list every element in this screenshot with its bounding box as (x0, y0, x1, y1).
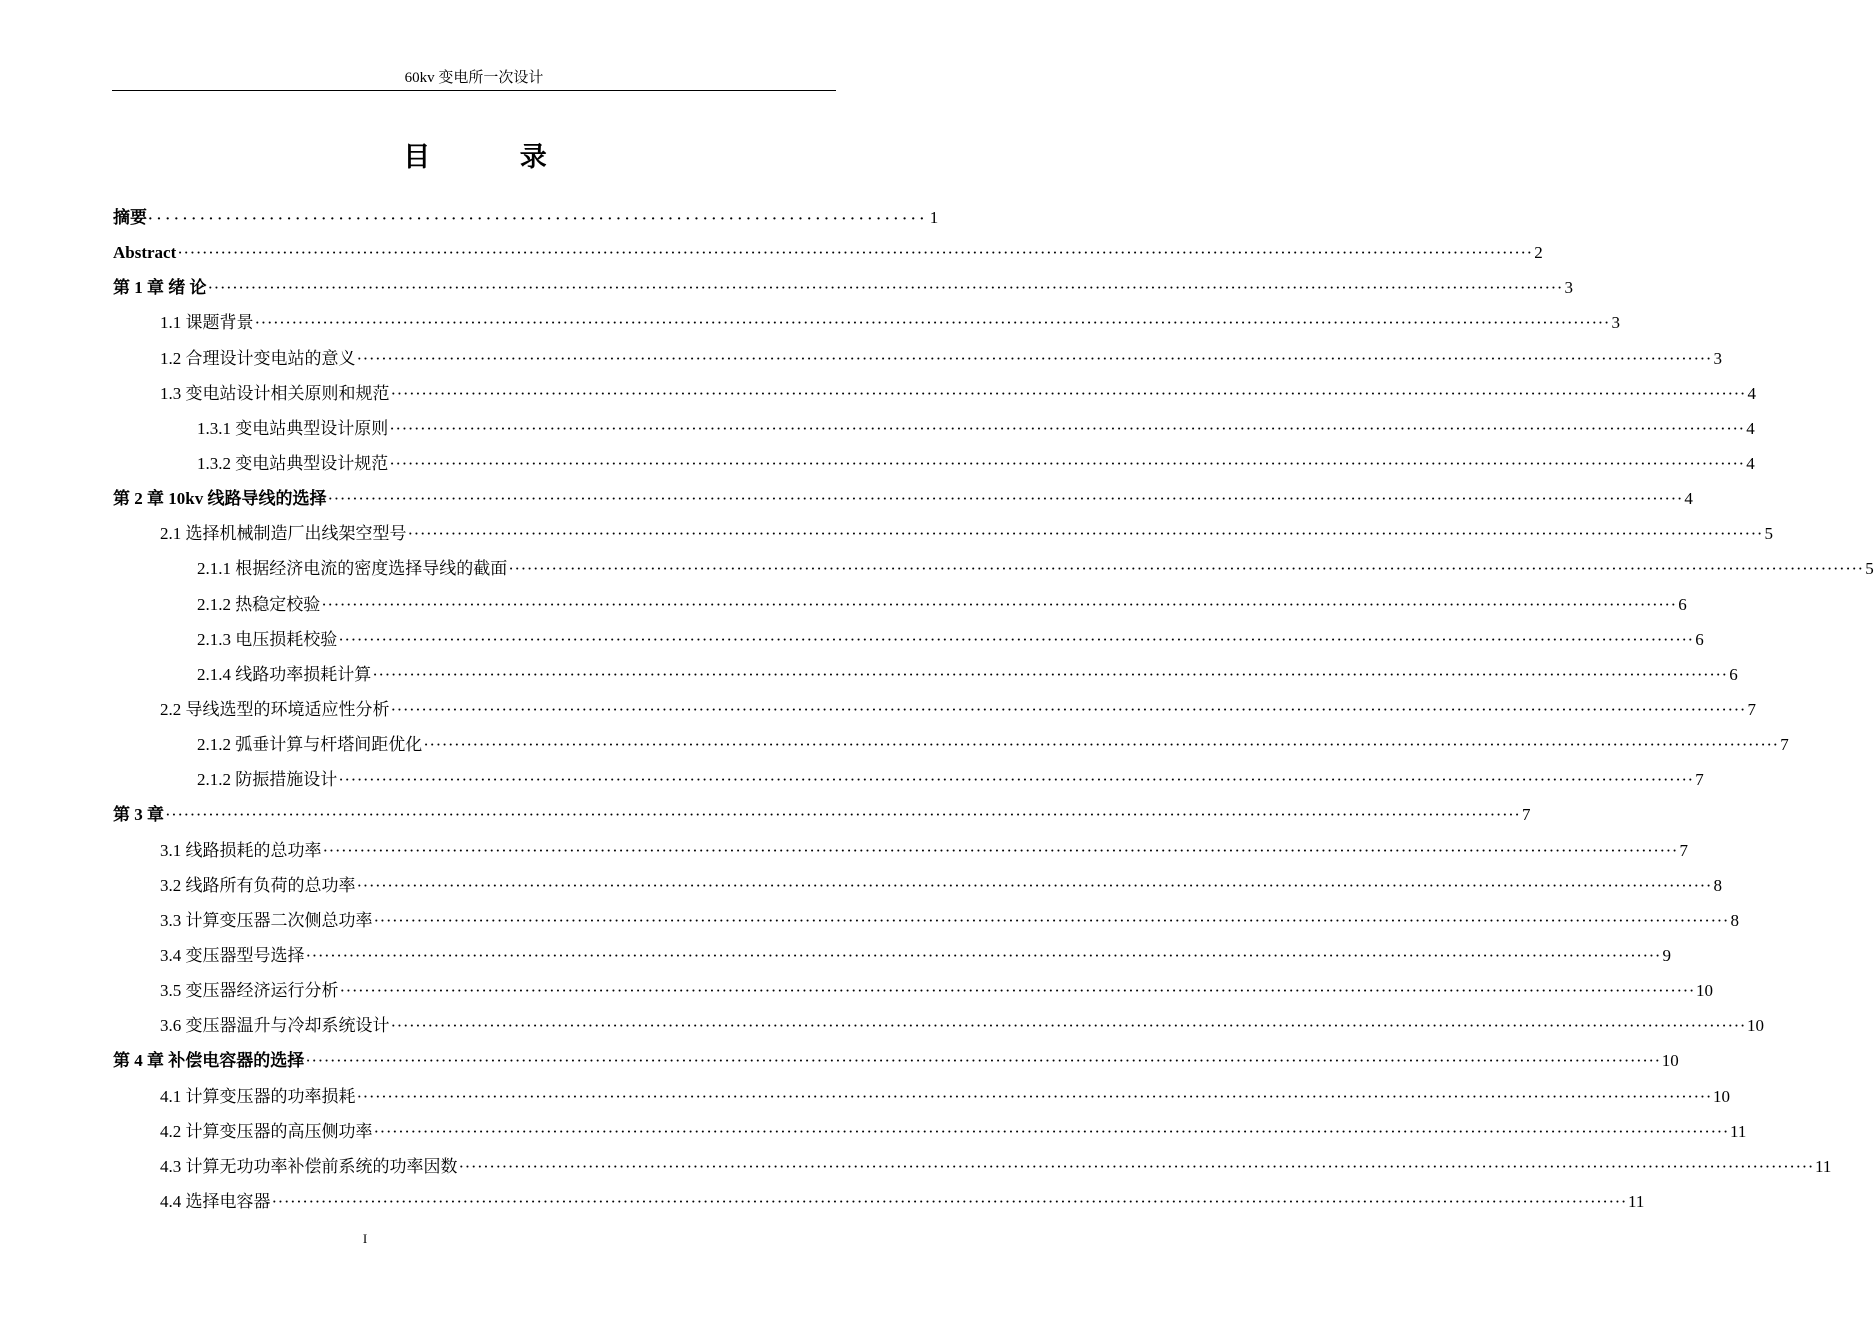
toc-entry-page-number: 7 (1747, 699, 1756, 719)
dot-leader: ···························································································································································································································· (271, 1191, 1627, 1211)
toc-entry-label: 4.1 计算变压器的功率损耗 (160, 1086, 356, 1106)
dot-leader: ···························································································································································································································· (356, 875, 1712, 895)
toc-entry-page-number: 11 (1627, 1191, 1645, 1211)
dot-leader: ···························································································································································································································· (339, 981, 1695, 1001)
toc-entry[interactable] (113, 1079, 1730, 1114)
toc-entry[interactable] (113, 938, 1671, 973)
toc-entry-page-number: 7 (1521, 805, 1531, 825)
toc-entry-label: 3.6 变压器温升与冷却系统设计 (160, 1016, 390, 1036)
toc-entry-label: 2.1 选择机械制造厂出线架空型号 (160, 524, 407, 544)
dot-leader: ···························································································································································································································· (338, 770, 1694, 790)
dot-leader: ···························································································································································································································· (207, 278, 1563, 298)
dot-leader: ···························································································································································································································· (165, 805, 1521, 825)
toc-entry-page-number: 3 (1611, 313, 1620, 333)
dot-leader: ···························································································································································································································· (390, 1016, 1746, 1036)
toc-entry-label: 1.3.1 变电站典型设计原则 (197, 418, 389, 438)
toc-entry[interactable] (113, 341, 1722, 376)
toc-entry-label: 第 3 章 (113, 805, 164, 825)
toc-entry[interactable] (113, 446, 1755, 481)
toc-entry-page-number: 7 (1780, 735, 1789, 755)
toc-entry-page-number: 8 (1713, 875, 1722, 895)
dot-leader: ···························································································································································································································· (338, 629, 1694, 649)
toc-entry-label: 3.4 变压器型号选择 (160, 945, 305, 965)
dot-leader: ···························································································································································································································· (390, 383, 1746, 403)
toc-entry-page-number: 7 (1695, 770, 1704, 790)
toc-entry-label: 3.1 线路损耗的总功率 (160, 840, 322, 860)
toc-entry-label: 第 1 章 绪 论 (113, 278, 207, 298)
toc-entry[interactable] (113, 762, 1704, 797)
dot-leader: ···························································································································································································································· (305, 1051, 1661, 1071)
toc-entry[interactable] (113, 1114, 1747, 1149)
dot-leader: ···························································································································································································································· (305, 945, 1661, 965)
toc-entry[interactable] (113, 622, 1704, 657)
dot-leader: ···························································································································································································································· (508, 559, 1864, 579)
toc-entry[interactable] (113, 868, 1722, 903)
running-header (112, 68, 836, 91)
toc-entry-label: 2.1.2 弧垂计算与杆塔间距优化 (197, 735, 423, 755)
toc-entry[interactable] (113, 692, 1756, 727)
toc-entry-label: 4.2 计算变压器的高压侧功率 (160, 1121, 373, 1141)
toc-entry-page-number: 5 (1865, 559, 1874, 579)
toc-entry-label: 2.2 导线选型的环境适应性分析 (160, 699, 390, 719)
toc-entry[interactable] (113, 1043, 1679, 1078)
toc-entry-page-number: 1 (929, 208, 939, 227)
toc-entry-label: 3.2 线路所有负荷的总功率 (160, 875, 356, 895)
toc-entry-page-number: 4 (1746, 418, 1755, 438)
toc-entry[interactable] (113, 481, 1693, 516)
toc-entry-page-number: 6 (1729, 664, 1738, 684)
toc-entry-page-number: 10 (1746, 1016, 1764, 1036)
dot-leader: ···························································································································································································································· (327, 489, 1683, 509)
toc-entry-label: 2.1.3 电压损耗校验 (197, 629, 338, 649)
toc-entry-label: 1.3.2 变电站典型设计规范 (197, 453, 389, 473)
toc-entry-page-number: 4 (1747, 383, 1756, 403)
toc-entry-page-number: 11 (1814, 1156, 1832, 1176)
page-footer (0, 1231, 730, 1247)
table-of-contents (113, 200, 1874, 1219)
toc-entry-page-number: 10 (1661, 1051, 1679, 1071)
toc-entry[interactable] (113, 411, 1755, 446)
toc-entry-label: 第 4 章 补偿电容器的选择 (113, 1051, 305, 1071)
toc-entry[interactable] (113, 235, 1543, 270)
dot-leader: ···························································································································································································································· (423, 735, 1779, 755)
dot-leader: ···························································································································································································································· (373, 1121, 1729, 1141)
dot-leader: ···························································································································································································································· (407, 524, 1763, 544)
dot-leader: ···························································································································································································································· (177, 243, 1533, 263)
toc-entry[interactable] (113, 973, 1713, 1008)
toc-entry-label: 3.3 计算变压器二次侧总功率 (160, 910, 373, 930)
toc-entry-page-number: 10 (1712, 1086, 1730, 1106)
toc-entry-page-number: 8 (1730, 910, 1739, 930)
dot-leader: ···························································································································································································································· (389, 453, 1745, 473)
toc-entry-label: 第 2 章 10kv 线路导线的选择 (113, 489, 327, 509)
toc-entry-page-number: 2 (1534, 243, 1543, 263)
dot-leader: ···························································································································································································································· (321, 594, 1677, 614)
dot-leader: ···························································································································································································································· (389, 418, 1745, 438)
toc-entry-label: 1.3 变电站设计相关原则和规范 (160, 383, 390, 403)
footer-page-number: I (362, 1231, 368, 1246)
toc-entry-page-number: 11 (1729, 1121, 1747, 1141)
toc-entry[interactable] (113, 797, 1531, 832)
toc-entry[interactable] (113, 270, 1573, 305)
dot-leader: ···························································································································································································································· (373, 910, 1729, 930)
toc-entry[interactable] (113, 587, 1687, 622)
toc-entry-page-number: 6 (1695, 629, 1704, 649)
toc-entry[interactable] (113, 551, 1874, 586)
toc-entry-page-number: 4 (1746, 453, 1755, 473)
toc-entry-page-number: 3 (1564, 278, 1573, 298)
toc-entry-label: 1.2 合理设计变电站的意义 (160, 348, 356, 368)
toc-entry-label: 摘要 (113, 208, 147, 227)
toc-entry[interactable] (113, 727, 1789, 762)
toc-entry-label: 2.1.2 防振措施设计 (197, 770, 338, 790)
toc-entry[interactable] (113, 657, 1738, 692)
toc-entry-page-number: 5 (1764, 524, 1773, 544)
toc-entry[interactable] (113, 305, 1620, 340)
toc-entry[interactable] (113, 903, 1739, 938)
toc-entry[interactable] (113, 200, 939, 235)
dot-leader: ···························································································································································································································· (390, 699, 1746, 719)
running-header-text: 60kv 变电所一次设计 (404, 70, 544, 86)
toc-entry-page-number: 6 (1678, 594, 1687, 614)
toc-title: 目 录 (403, 142, 587, 173)
toc-entry-label: 2.1.2 热稳定校验 (197, 594, 321, 614)
toc-entry[interactable] (113, 1008, 1764, 1043)
toc-entry-label: 4.3 计算无功功率补偿前系统的功率因数 (160, 1156, 458, 1176)
toc-entry-label: Abstract (113, 243, 177, 263)
dot-leader: ···························································································································································································································· (458, 1156, 1814, 1176)
dot-leader: ···························································································································································································································· (356, 1086, 1712, 1106)
toc-entry[interactable] (113, 516, 1773, 551)
dot-leader: ·························································································· (148, 212, 929, 227)
toc-entry-label: 3.5 变压器经济运行分析 (160, 981, 339, 1001)
toc-entry[interactable] (113, 1149, 1832, 1184)
toc-entry[interactable] (113, 1184, 1645, 1219)
toc-entry-label: 2.1.1 根据经济电流的密度选择导线的截面 (197, 559, 508, 579)
toc-entry-page-number: 3 (1713, 348, 1722, 368)
toc-entry-page-number: 9 (1662, 945, 1671, 965)
toc-entry-page-number: 4 (1684, 489, 1693, 509)
toc-entry-label: 2.1.4 线路功率损耗计算 (197, 664, 372, 684)
toc-entry-page-number: 7 (1679, 840, 1688, 860)
toc-entry-label: 4.4 选择电容器 (160, 1191, 271, 1211)
toc-entry[interactable] (113, 376, 1756, 411)
toc-entry-label: 1.1 课题背景 (160, 313, 254, 333)
dot-leader: ···························································································································································································································· (254, 313, 1610, 333)
dot-leader: ···························································································································································································································· (372, 664, 1728, 684)
dot-leader: ···························································································································································································································· (356, 348, 1712, 368)
toc-entry-page-number: 10 (1695, 981, 1713, 1001)
dot-leader: ···························································································································································································································· (322, 840, 1678, 860)
toc-entry[interactable] (113, 833, 1688, 868)
